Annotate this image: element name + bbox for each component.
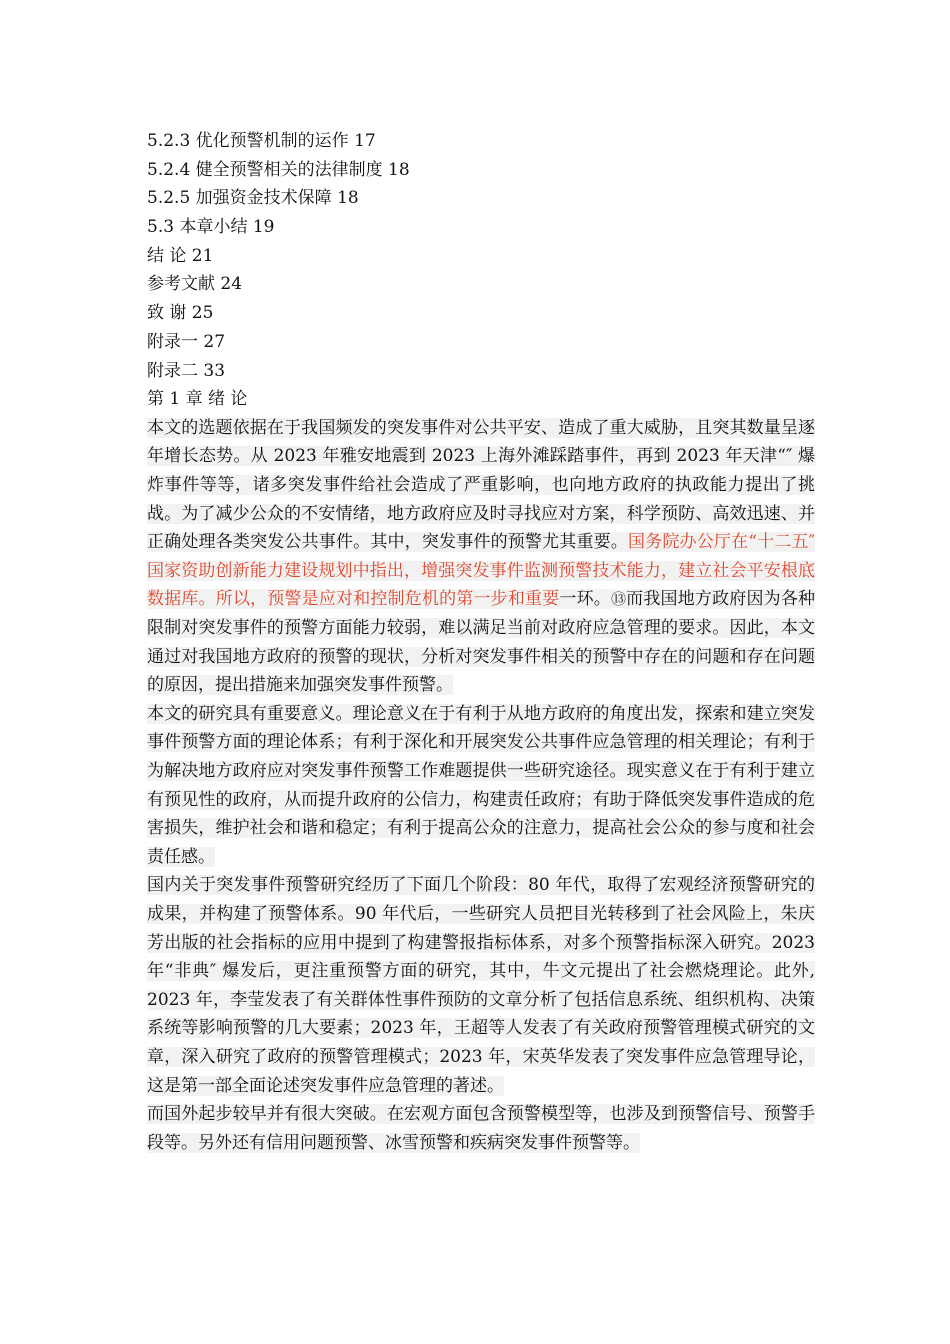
toc-line-5-2-4: 5.2.4 健全预警相关的法律制度 18 xyxy=(147,159,410,180)
paragraph-topic-basis-text: 本文的选题依据在于我国频发的突发事件对公共平安、造成了重大威胁，且突其数量呈逐年增长态势。从 2023 年雅安地震到 2023 上海外滩踩踏事件，再到 2023 年天津“″ 爆炸事件等等，诸多突发事件给社会造成了严重影响，也向地方政府的执政能力提出了挑战。为了减少公众的不安情绪，地方政府应及时寻找应对方案，科学预防、高效迅速、并正确处理各类突发公共事件。其中，突发事件的预警尤其重要。 xyxy=(147,417,815,553)
toc-line-5-3: 5.3 本章小结 19 xyxy=(147,217,275,238)
paragraph-topic-basis-text-c: 而我国地方政府因为各种限制对突发事件的预警方面能力较弱，难以满足当前对政府应急管理的要求。因此，本文通过对我国地方政府的预警的现状，分析对突发事件相关的预警中存在的问题和存在问题的原因，提出措施来加强突发事件预警。 xyxy=(147,589,816,696)
toc-line-appendix-2: 附录二 33 xyxy=(147,360,226,381)
toc-line-appendix-1: 附录一 27 xyxy=(147,331,226,352)
chapter-1-heading: 第 1 章 绪 论 xyxy=(147,389,248,410)
paragraph-topic-basis-text-b: 一环。 xyxy=(559,589,611,610)
footnote-marker: ⑬ xyxy=(610,590,627,609)
paragraph-significance xyxy=(147,700,815,872)
paragraph-domestic-research-text: 国内关于突发事件预警研究经历了下面几个阶段：80 年代，取得了宏观经济预警研究的成果，并构建了预警体系。90 年代后，一些研究人员把目光转移到了社会风险上，朱庆芳出版的社会指标的应用中提到了构建警报指标体系，对多个预警指标深入研究。2023 年“非典″ 爆发后，更注重预警方面的研究，其中，牛文元提出了社会燃烧理论。此外, 2023 年，李莹发表了有关群体性事件预防的文章分析了包括信息系统、组织机构、决策系统等影响预警的几大要素；2023 年，王超等人发表了有关政府预警管理模式研究的文章，深入研究了政府的预警管理模式；2023 年，宋英华发表了突发事件应急管理导论，这是第一部全面论述突发事件应急管理的著述。 xyxy=(147,875,815,1096)
toc-line-5-2-3: 5.2.3 优化预警机制的运作 17 xyxy=(147,131,376,151)
toc-line-5-2-5: 5.2.5 加强资金技术保障 18 xyxy=(147,188,359,209)
paragraph-foreign-research-text: 而国外起步较早并有很大突破。在宏观方面包含预警模型等，也涉及到预警信号、预警手段等。另外还有信用问题预警、冰雪预警和疾病突发事件预警等。 xyxy=(147,1104,815,1153)
toc-line-references: 参考文献 24 xyxy=(147,274,243,295)
paragraph-foreign-research xyxy=(147,1100,815,1157)
document-page xyxy=(147,127,815,1157)
toc-line-conclusion: 结 论 21 xyxy=(147,245,214,266)
paragraph-topic-basis xyxy=(147,414,815,700)
red-quote-text: 国务院办公厅在“十二五″ 国家资助创新能力建设规划中指出，增强突发事件监测预警技术能力，建立社会平安根底数据库。所以，预警是应对和控制危机的第一步和重要 xyxy=(147,532,816,610)
paragraph-domestic-research xyxy=(147,871,815,1100)
paragraph-significance-text: 本文的研究具有重要意义。理论意义在于有利于从地方政府的角度出发，探索和建立突发事件预警方面的理论体系；有利于深化和开展突发公共事件应急管理的相关理论；有利于为解决地方政府应对突发事件预警工作难题提供一些研究途径。现实意义在于有利于建立有预见性的政府，从而提升政府的公信力，构建责任政府；有助于降低突发事件造成的危害损失，维护社会和谐和稳定；有利于提高公众的注意力，提高社会公众的参与度和社会责任感。 xyxy=(147,703,815,867)
toc-line-acknowledgements: 致 谢 25 xyxy=(147,303,214,324)
